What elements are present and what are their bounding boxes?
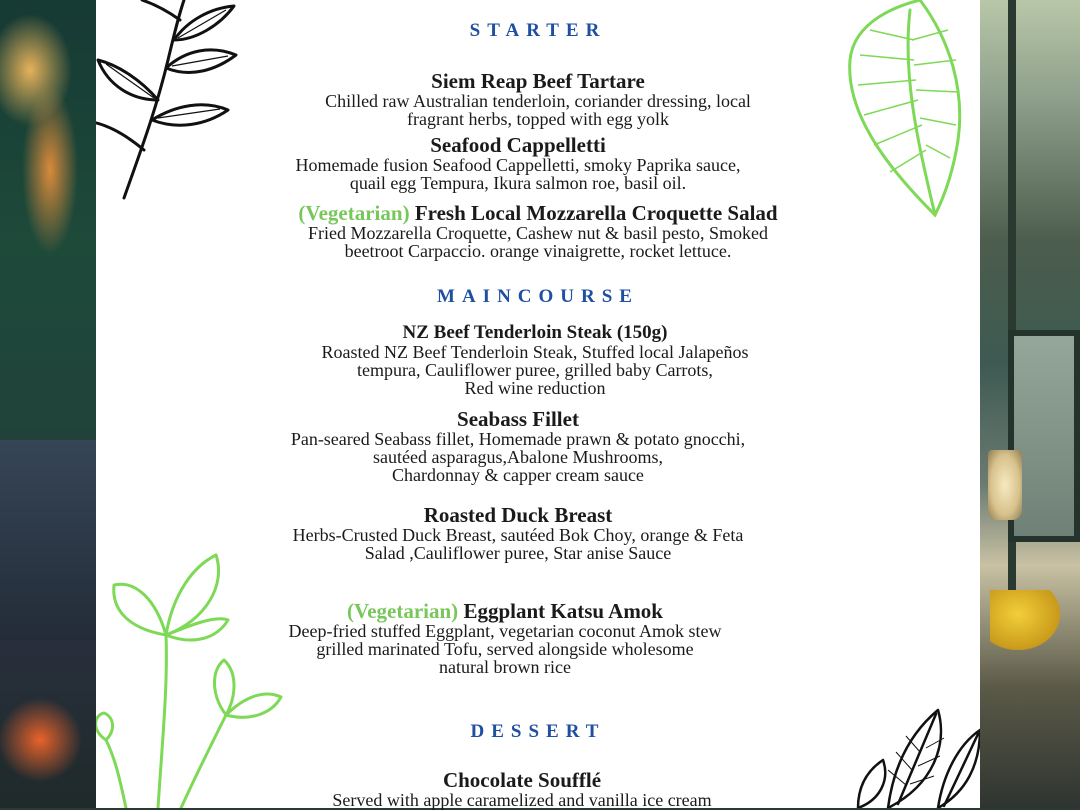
dish-description-line: tempura, Cauliflower puree, grilled baby Carrots, bbox=[357, 360, 713, 380]
dish-description-line: natural brown rice bbox=[439, 657, 571, 677]
dish-roasted-duck-breast bbox=[96, 505, 940, 562]
dish-description-line: Roasted NZ Beef Tenderloin Steak, Stuffed local Jalapeños bbox=[321, 342, 749, 362]
lamp bbox=[988, 450, 1022, 520]
section-title-dessert: DESSERT bbox=[470, 721, 606, 742]
dish-name: Fresh Local Mozzarella Croquette Salad bbox=[414, 201, 778, 225]
dish-name: Chocolate Soufflé bbox=[442, 768, 602, 792]
dish-siem-reap-beef-tartare bbox=[96, 71, 980, 128]
dish-description-line: grilled marinated Tofu, served alongside wholesome bbox=[316, 639, 694, 659]
dish-description-line: beetroot Carpaccio. orange vinaigrette, rocket lettuce. bbox=[344, 241, 732, 261]
dish-description-line: Chilled raw Australian tenderloin, coriander dressing, local bbox=[325, 91, 751, 111]
cushion bbox=[990, 590, 1060, 650]
background-photo-left bbox=[0, 0, 96, 808]
menu-content bbox=[96, 0, 980, 808]
dish-seafood-cappelletti bbox=[96, 135, 940, 192]
dish-name: Roasted Duck Breast bbox=[423, 503, 613, 527]
dish-seabass-fillet bbox=[96, 409, 940, 484]
section-title-starter: STARTER bbox=[469, 20, 607, 41]
dish-description-line: Served with apple caramelized and vanilla ice cream bbox=[332, 790, 712, 810]
dish-chocolate-souffle bbox=[96, 770, 948, 809]
dish-eggplant-katsu-amok bbox=[96, 601, 914, 676]
dish-description-line: fragrant herbs, topped with egg yolk bbox=[407, 109, 669, 129]
section-title-maincourse: MAINCOURSE bbox=[437, 286, 639, 307]
dish-description-line: Red wine reduction bbox=[464, 378, 606, 398]
dish-name: Seafood Cappelletti bbox=[430, 133, 606, 157]
dish-description-line: sautéed asparagus,Abalone Mushrooms, bbox=[373, 447, 663, 467]
dish-name: NZ Beef Tenderloin Steak (150g) bbox=[402, 322, 668, 343]
dish-description-line: Fried Mozzarella Croquette, Cashew nut & basil pesto, Smoked bbox=[308, 223, 768, 243]
dish-description-line: Salad ,Cauliflower puree, Star anise Sauce bbox=[364, 543, 672, 563]
background-photo-right bbox=[980, 0, 1080, 808]
dish-description-line: Homemade fusion Seafood Cappelletti, smoky Paprika sauce, bbox=[295, 155, 741, 175]
window-frame bbox=[1008, 0, 1016, 640]
dish-nz-beef-tenderloin-steak bbox=[96, 323, 974, 397]
dish-description-line: Chardonnay & capper cream sauce bbox=[392, 465, 644, 485]
dish-description-line: quail egg Tempura, Ikura salmon roe, basil oil. bbox=[349, 173, 687, 193]
dish-description-line: Pan-seared Seabass fillet, Homemade prawn & potato gnocchi, bbox=[290, 429, 746, 449]
dish-name: Eggplant Katsu Amok bbox=[463, 599, 663, 623]
dish-name: Seabass Fillet bbox=[457, 407, 579, 431]
dish-name: Siem Reap Beef Tartare bbox=[431, 69, 645, 93]
vegetarian-tag: (Vegetarian) bbox=[298, 201, 410, 225]
dish-description-line: Deep-fried stuffed Eggplant, vegetarian coconut Amok stew bbox=[288, 621, 722, 641]
vegetarian-tag: (Vegetarian) bbox=[346, 599, 459, 623]
dish-description-line: Herbs-Crusted Duck Breast, sautéed Bok Choy, orange & Feta bbox=[292, 525, 744, 545]
dish-mozzarella-croquette-salad bbox=[96, 203, 980, 260]
